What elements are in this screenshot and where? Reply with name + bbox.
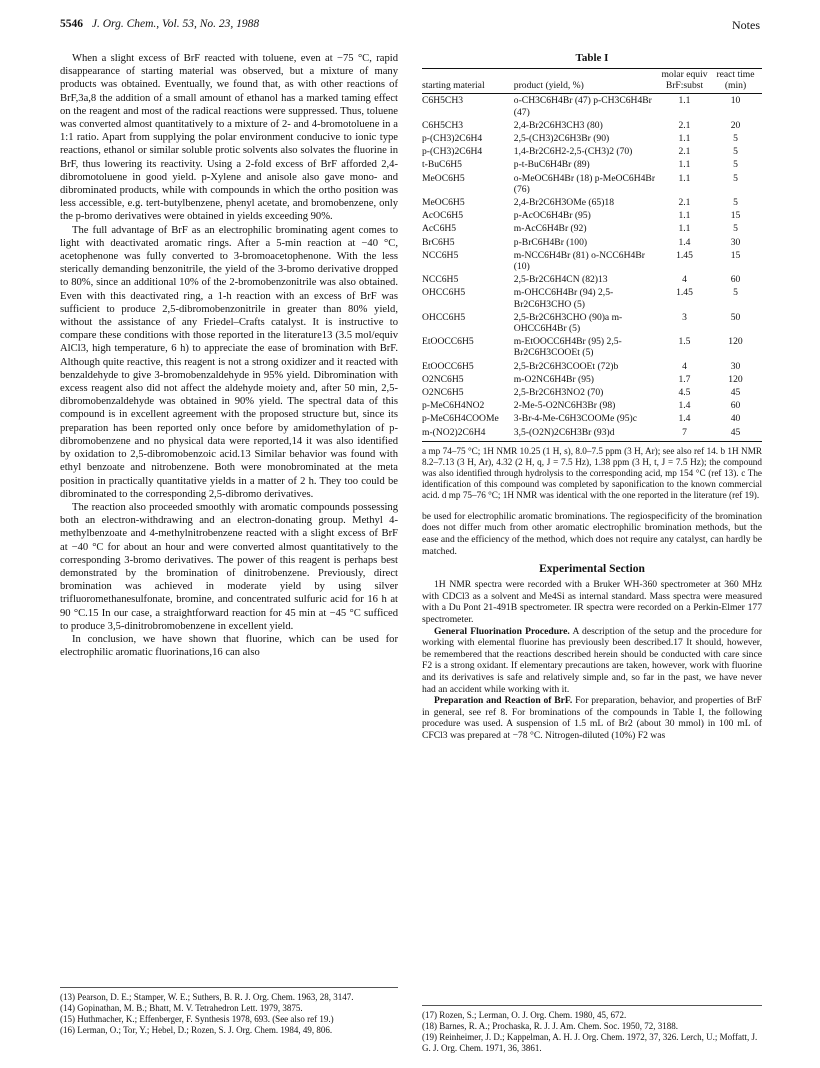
cell-starting-material: O2NC6H5 <box>422 387 464 399</box>
table-row <box>422 426 762 442</box>
cell-starting-material: NCC6H5 <box>422 274 459 286</box>
preparation-procedure <box>422 695 762 741</box>
cell-product: m-NCC6H4Br (81) o-NCC6H4Br (10) <box>513 249 645 273</box>
cell-starting-material: AcC6H5 <box>422 223 457 235</box>
cell-product: 2,5-(CH3)2C6H3Br (90) <box>513 133 610 145</box>
cell-react-time: 5 <box>733 133 738 145</box>
cell-react-time: 45 <box>711 426 762 442</box>
cell-molar-equiv: 1.1 <box>678 159 691 171</box>
cell-molar-equiv: 1.4 <box>678 400 691 412</box>
cell-product: 1,4-Br2C6H2-2,5-(CH3)2 (70) <box>513 146 633 158</box>
table-row <box>422 132 762 145</box>
cell-molar-equiv: 1.45 <box>676 287 693 299</box>
table-row <box>422 222 762 235</box>
cell-molar-equiv: 1.5 <box>678 336 691 348</box>
cell-react-time: 60 <box>730 400 741 412</box>
cell-starting-material: C6H5CH3 <box>422 119 464 131</box>
table-row <box>422 360 762 373</box>
col-starting-material: starting material <box>422 69 514 94</box>
cell-react-time: 5 <box>733 172 738 184</box>
footnote-15: (15) Huthmacher, K.; Effenberger, F. Synthesis 1978, 693. (See also ref 19.) <box>60 1014 334 1024</box>
cell-starting-material: MeOC6H5 <box>422 197 465 209</box>
table-title: Table I <box>575 52 609 64</box>
cell-product: 2-Me-5-O2NC6H3Br (98) <box>513 400 616 412</box>
general-procedure-text: A description of the setup and the procedure for working with elemental fluorine has previously been described.17 It should, however, be remembered that the reactions described herein should be conducted with care since F2 is a strong oxidant. If elementary precautions are taken, however, work with fluorine and its derivatives is safe and relatively simple and, so far in the past, we have never had an accident while working with it. <box>422 625 762 695</box>
cell-molar-equiv: 1.1 <box>678 172 691 184</box>
cell-starting-material: O2NC6H5 <box>422 373 464 385</box>
right-footnotes <box>422 1005 762 1054</box>
cell-react-time: 30 <box>730 360 741 372</box>
table-body <box>422 94 762 441</box>
preparation-title: Preparation and Reaction of BrF. <box>434 695 573 707</box>
cell-molar-equiv: 1.4 <box>678 413 691 425</box>
cell-molar-equiv: 2.1 <box>678 119 691 131</box>
cell-react-time: 5 <box>733 197 738 209</box>
cell-react-time: 50 <box>730 311 741 323</box>
cell-react-time: 5 <box>733 146 738 158</box>
running-header <box>60 18 760 38</box>
cell-product: 2,5-Br2C6H3COOEt (72)b <box>513 360 619 372</box>
paragraph-2: The full advantage of BrF as an electrophilic brominating agent comes to light with deactivated aromatic rings. After a 5-min reaction at −40 °C, acetophenone was fully converted to 3-bromoacetophenone. With the less sterically demanding benzonitrile, the yield of the 3-bromo derivative dropped to 80%, since an additional 10% of the 2-bromobenzonitrile was also obtained. Even with this deactivated ring, a 1-h reaction with an excess of BrF was sufficient to produce 2,5-dibromobenzonitrile in greater than 80% yield, without the assistance of any Friedel–Crafts catalyst. It is instructive to compare these conditions with those reported in the literature13 (3.5 mol/equiv AlCl3, high temperature, 6 h) to appreciate the ease of bromination with BrF. Although quite reactive, this reagent is not a strong oxidizer and it reacted with benzaldehyde to give 3-bromobenzaldehyde in 95% yield. Dibromination with excess reagent also did not affect the aldehyde moiety and, after 50 min, 2,5-dibromobenzaldehyde was obtained in 90% yield. The spectral data of this compound is in excellent agreement with the proposed structure but, since its preparation has been reported only once before by amidomethylation of p-dibromobenzene and no physical data were reported,14 it was also identified by oxidation to 2,5-dibromobenzoic acid.13 Similar behavior was found with ethyl benzoate and nitrobenzene. Both were monobrominated at the meta position in practically quantitative yields in a matter of 2 h. They too could be dibrominated to the corresponding 2,5-dibromo derivatives. <box>60 224 398 500</box>
cell-product: p-AcOC6H4Br (95) <box>513 210 591 222</box>
table-row <box>422 373 762 386</box>
cell-react-time: 15 <box>730 210 741 222</box>
table-row <box>422 286 762 310</box>
table-notes: a mp 74–75 °C; 1H NMR 10.25 (1 H, s), 8.0–7.5 ppm (3 H, Ar); see also ref 14. b 1H NMR 8.2–7.13 (3 H, Ar), 4.32 (2 H, q, J = 7.5 Hz), 1.38 ppm (3 H, t, J = 7.5 Hz); the compound was also identified through hydrolysis to the corresponding acid, mp 154 °C (ref 13). c The identification of this compound was completed by saponification to the known commercial acid. d mp 75–76 °C; 1H NMR was identical with the one reported in the literature (ref 19). <box>422 445 762 500</box>
cell-product: m-EtOOCC6H4Br (95) 2,5-Br2C6H3COOEt (5) <box>513 336 622 359</box>
cell-molar-equiv: 1.1 <box>678 95 691 107</box>
col-molar-equiv: molar equiv BrF:subst <box>660 69 711 94</box>
cell-molar-equiv: 2.1 <box>678 146 691 158</box>
experimental-text <box>422 579 762 741</box>
cell-starting-material: EtOOCC6H5 <box>422 336 474 348</box>
cell-product: 3,5-(O2N)2C6H3Br (93)d <box>514 426 660 442</box>
cell-react-time: 15 <box>730 249 741 261</box>
footnote-19: (19) Reinheimer, J. D.; Kappelman, A. H. J. Org. Chem. 1972, 37, 326. Lerch, U.; Moffatt, J. G. J. Org. Chem. 1971, 36, 3861. <box>422 1032 758 1053</box>
continuation-text <box>422 511 762 557</box>
table-row <box>422 273 762 286</box>
right-column <box>422 52 762 742</box>
table-row <box>422 119 762 132</box>
cell-react-time: 10 <box>730 95 741 107</box>
preparation-text: For preparation, behavior, and properties of BrF in general, see ref 8. For brominations of the compounds in Table I, the following procedure was used. A suspension of 1.5 mL of Br2 (about 30 mmol) in 100 mL of CFCl3 was prepared at −78 °C. Nitrogen-diluted (10%) F2 was <box>422 695 762 741</box>
general-procedure <box>422 626 762 696</box>
paragraph-3: The reaction also proceeded smoothly with aromatic compounds possessing both an electron-withdrawing and an electron-donating group. Methyl 4-methylbenzoate and 4-methylnitrobenzene reacted with a slight excess of BrF at −40 °C for about an hour and were converted almost quantitatively to the corresponding 3-bromo derivatives. The power of this reagent is perhaps best demonstrated by the bromination of dinitrobenzene. Previously, direct bromination was achieved in moderate yield by using silver trifluoromethanesulfonate, bromine, and concentrated sulfuric acid for 16 h at 90 °C.15 In our case, a straightforward reaction for 45 min at −45 °C sufficed to produce 3,5-dinitrobromobenzene in excellent yield. <box>60 501 398 632</box>
cell-molar-equiv: 1.1 <box>678 210 691 222</box>
cell-product: p-BrC6H4Br (100) <box>513 236 588 248</box>
table-row <box>422 209 762 222</box>
cell-molar-equiv: 1.7 <box>678 373 691 385</box>
footnote-13: (13) Pearson, D. E.; Stamper, W. E.; Suthers, B. R. J. Org. Chem. 1963, 28, 3147. <box>60 992 354 1002</box>
section-name: Notes <box>732 18 760 32</box>
cell-starting-material: C6H5CH3 <box>422 95 464 107</box>
cell-react-time: 40 <box>730 413 741 425</box>
cell-product: 2,4-Br2C6H3CH3 (80) <box>513 119 603 131</box>
cell-product: o-CH3C6H4Br (47) p-CH3C6H4Br (47) <box>513 95 652 118</box>
header-left <box>60 18 259 30</box>
cell-molar-equiv: 1.1 <box>678 223 691 235</box>
table-row <box>422 172 762 196</box>
cell-react-time: 120 <box>728 336 743 348</box>
cell-molar-equiv: 4 <box>682 360 687 372</box>
journal-citation: J. Org. Chem., Vol. 53, No. 23, 1988 <box>91 18 260 30</box>
table-row <box>422 145 762 158</box>
col-react-time: react time (min) <box>711 69 762 94</box>
table-row <box>422 249 762 273</box>
bromination-table <box>422 68 762 442</box>
cell-starting-material: NCC6H5 <box>422 249 459 261</box>
col-product: product (yield, %) <box>514 69 660 94</box>
cell-product: 2,5-Br2C6H4CN (82)13 <box>513 274 608 286</box>
cell-starting-material: t-BuC6H5 <box>422 159 462 171</box>
table-row <box>422 311 762 335</box>
table-row <box>422 386 762 399</box>
cell-react-time: 5 <box>733 223 738 235</box>
cell-product: m-AcC6H4Br (92) <box>513 223 587 235</box>
table-row <box>422 196 762 209</box>
cell-react-time: 5 <box>733 287 738 299</box>
table-row <box>422 412 762 425</box>
left-column <box>60 52 398 659</box>
cell-molar-equiv: 1.4 <box>678 236 691 248</box>
footnote-18: (18) Barnes, R. A.; Prochaska, R. J. J. Am. Chem. Soc. 1950, 72, 3188. <box>422 1021 678 1031</box>
cell-react-time: 45 <box>730 387 741 399</box>
table-row <box>422 399 762 412</box>
cell-starting-material: EtOOCC6H5 <box>422 360 474 372</box>
cell-starting-material: MeOC6H5 <box>422 172 465 184</box>
page-number: 5546 <box>60 18 83 30</box>
cell-react-time: 60 <box>730 274 741 286</box>
cell-starting-material: p-MeC6H4NO2 <box>422 400 485 412</box>
experimental-section-title: Experimental Section <box>539 563 645 576</box>
cell-starting-material: p-MeC6H4COOMe <box>422 413 499 425</box>
cell-react-time: 30 <box>730 236 741 248</box>
table-row <box>422 236 762 249</box>
cell-product: 3-Br-4-Me-C6H3COOMe (95)c <box>513 413 637 425</box>
footnote-17: (17) Rozen, S.; Lerman, O. J. Org. Chem. 1980, 45, 672. <box>422 1010 627 1020</box>
cell-molar-equiv: 2.1 <box>678 197 691 209</box>
cell-product: m-OHCC6H4Br (94) 2,5-Br2C6H3CHO (5) <box>513 287 614 310</box>
cell-product: 2,5-Br2C6H3CHO (90)a m-OHCC6H4Br (5) <box>513 311 623 335</box>
cell-product: o-MeOC6H4Br (18) p-MeOC6H4Br (76) <box>513 172 656 195</box>
cell-starting-material: m-(NO2)2C6H4 <box>422 426 514 442</box>
cell-molar-equiv: 1.45 <box>676 249 693 261</box>
cell-product: p-t-BuC6H4Br (89) <box>513 159 590 171</box>
cell-molar-equiv: 1.1 <box>678 133 691 145</box>
cell-product: 2,4-Br2C6H3OMe (65)18 <box>513 197 614 209</box>
experimental-intro: 1H NMR spectra were recorded with a Bruker WH-360 spectrometer at 360 MHz with CDCl3 as a solvent and Me4Si as internal standard. Mass spectra were measured with a Du Pont 21-491B spectrometer. IR spectra were recorded on a Perkin-Elmer 177 spectrometer. <box>422 579 762 626</box>
table-header-row <box>422 69 762 94</box>
cell-molar-equiv: 4.5 <box>678 387 691 399</box>
cell-molar-equiv: 3 <box>682 311 687 323</box>
cell-react-time: 20 <box>730 119 741 131</box>
cell-starting-material: BrC6H5 <box>422 236 455 248</box>
cell-product: 2,5-Br2C6H3NO2 (70) <box>513 387 604 399</box>
cell-starting-material: p-(CH3)2C6H4 <box>422 146 483 158</box>
general-procedure-title: General Fluorination Procedure. <box>434 625 570 637</box>
cell-product: m-O2NC6H4Br (95) <box>513 373 595 385</box>
cell-starting-material: OHCC6H5 <box>422 311 466 323</box>
cell-react-time: 5 <box>733 159 738 171</box>
cell-molar-equiv: 4 <box>682 274 687 286</box>
table-row <box>422 158 762 171</box>
cell-starting-material: OHCC6H5 <box>422 287 466 299</box>
left-footnotes <box>60 987 398 1036</box>
table-row <box>422 94 762 119</box>
cell-react-time: 120 <box>728 373 743 385</box>
paragraph-4: In conclusion, we have shown that fluorine, which can be used for electrophilic aromatic fluorinations,16 can also <box>60 633 398 659</box>
footnote-16: (16) Lerman, O.; Tor, Y.; Hebel, D.; Rozen, S. J. Org. Chem. 1984, 49, 806. <box>60 1025 333 1035</box>
cell-molar-equiv: 7 <box>660 426 711 442</box>
cell-starting-material: p-(CH3)2C6H4 <box>422 133 483 145</box>
paragraph-1: When a slight excess of BrF reacted with toluene, even at −75 °C, rapid disappearance of starting material was observed, but a mixture of many products was obtained. Eventually, we found that, as with other reactions of BrF,3a,8 the addition of a small amount of ethanol has a marked taming effect on the reagent and most of the radical reactions were suppressed. Thus, toluene was converted almost quantitatively to a mixture of 2- and 4-bromotoluene in a 1:1 ratio. Apart from supplying the polar environment conducive to ionic type reactions, ethanol or similar soluble protic solvents also solvates the fluorine in BrF, thus lowering its reactivity. Using a 2-fold excess of BrF afforded 2,4-dibromotoluene in good yield. p-Xylene and anisole also gave mono- and dibrominated products, while with compounds in which the ortho position was less accessible, e.g. tert-butylbenzene, phenyl acetate, and bromobenzene, only the p-bromo derivatives were obtained in yields exceeding 90%. <box>60 53 398 223</box>
cell-starting-material: AcOC6H5 <box>422 210 464 222</box>
conclusion-continuation: be used for electrophilic aromatic brominations. The regiospecificity of the bromination does not differ much from other aromatic electrophilic bromination methods, but the ease and the efficiency of the method, which does not require any catalyst, can hardly be matched. <box>422 510 763 557</box>
footnote-14: (14) Gopinathan, M. B.; Bhatt, M. V. Tetrahedron Lett. 1979, 3875. <box>60 1003 303 1013</box>
table-row <box>422 335 762 359</box>
